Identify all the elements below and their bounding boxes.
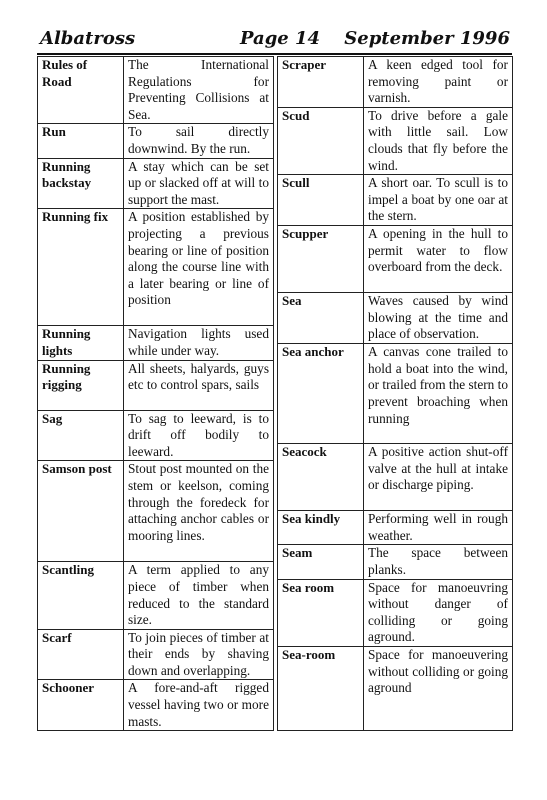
glossary-definition: Navigation lights used while under way.	[124, 326, 274, 360]
page-header	[40, 28, 510, 54]
glossary-definition: The space between planks.	[364, 545, 513, 579]
glossary-table-right	[277, 56, 513, 731]
table-row	[278, 293, 513, 344]
glossary-definition: Performing well in rough weather.	[364, 511, 513, 545]
table-row	[38, 629, 274, 680]
glossary-term: Samson post	[38, 461, 124, 562]
glossary-term: Running lights	[38, 326, 124, 360]
glossary-term: Sea anchor	[278, 344, 364, 444]
glossary-term: Sea room	[278, 579, 364, 646]
table-row	[278, 545, 513, 579]
glossary-term: Sea-room	[278, 646, 364, 730]
glossary-definition: Stout post mounted on the stem or keelson, coming through the foredeck for attaching anchor cables or mooring lines.	[124, 461, 274, 562]
glossary-term: Scull	[278, 175, 364, 226]
glossary-term: Run	[38, 124, 124, 158]
glossary-definition: A fore-and-aft rigged vessel having two or more masts.	[124, 680, 274, 731]
glossary-definition: To join pieces of timber at their ends by shaving down and overlapping.	[124, 629, 274, 680]
glossary-term: Running rigging	[38, 360, 124, 410]
glossary-definition: A canvas cone trailed to hold a boat into the wind, or trailed from the stern to prevent broaching when running	[364, 344, 513, 444]
glossary-definition: A opening in the hull to permit water to flow overboard from the deck.	[364, 226, 513, 293]
glossary-term: Scud	[278, 107, 364, 174]
glossary-term: Scantling	[38, 562, 124, 629]
glossary-table-left	[37, 56, 274, 731]
glossary-definition: A positive action shut-off valve at the hull at intake or discharge piping.	[364, 444, 513, 511]
table-row	[278, 646, 513, 730]
glossary-definition: Waves caused by wind blowing at the time and place of observation.	[364, 293, 513, 344]
table-row	[278, 579, 513, 646]
glossary-term: Seacock	[278, 444, 364, 511]
table-row	[38, 158, 274, 209]
glossary-definition: A term applied to any piece of timber when reduced to the standard size.	[124, 562, 274, 629]
glossary-definition: Space for manoeuvring without danger of colliding or going aground.	[364, 579, 513, 646]
table-row	[278, 344, 513, 444]
glossary-definition: A short oar. To scull is to impel a boat by one oar at the stern.	[364, 175, 513, 226]
glossary-term: Rules of Road	[38, 57, 124, 124]
glossary-definition: To drive before a gale with little sail. Low clouds that fly before the wind.	[364, 107, 513, 174]
glossary-definition: A stay which can be set up or slacked off at will to support the mast.	[124, 158, 274, 209]
glossary-definition: A keen edged tool for removing paint or varnish.	[364, 57, 513, 108]
glossary-term: Sag	[38, 410, 124, 461]
glossary-definition: To sail directly downwind. By the run.	[124, 124, 274, 158]
table-row	[38, 360, 274, 410]
table-row	[38, 124, 274, 158]
glossary-definition: Space for manoeuvering without colliding or going aground	[364, 646, 513, 730]
glossary-term: Running backstay	[38, 158, 124, 209]
glossary-term: Sea	[278, 293, 364, 344]
glossary-definition: The International Regulations for Preventing Collisions at Sea.	[124, 57, 274, 124]
table-row	[278, 57, 513, 108]
glossary-definition: A position established by projecting a previous bearing or line of position along the course line with a later bearing or line of position	[124, 209, 274, 326]
table-row	[278, 175, 513, 226]
table-row	[278, 226, 513, 293]
table-row	[278, 444, 513, 511]
glossary-definition: To sag to leeward, is to drift off bodily to leeward.	[124, 410, 274, 461]
table-row	[38, 57, 274, 124]
table-row	[278, 511, 513, 545]
glossary-definition: All sheets, halyards, guys etc to control spars, sails	[124, 360, 274, 410]
table-row	[38, 461, 274, 562]
glossary-term: Scarf	[38, 629, 124, 680]
glossary-term: Scraper	[278, 57, 364, 108]
table-row	[38, 209, 274, 326]
table-row	[38, 410, 274, 461]
glossary-term: Seam	[278, 545, 364, 579]
glossary-term: Schooner	[38, 680, 124, 731]
table-row	[278, 107, 513, 174]
glossary-term: Running fix	[38, 209, 124, 326]
table-row	[38, 680, 274, 731]
header-rule	[37, 53, 512, 55]
table-row	[38, 562, 274, 629]
publication-title: Albatross	[40, 28, 136, 49]
issue-date: September 1996	[344, 28, 510, 49]
glossary-term: Sea kindly	[278, 511, 364, 545]
glossary-term: Scupper	[278, 226, 364, 293]
table-row	[38, 326, 274, 360]
page-number: Page 14	[240, 28, 321, 49]
